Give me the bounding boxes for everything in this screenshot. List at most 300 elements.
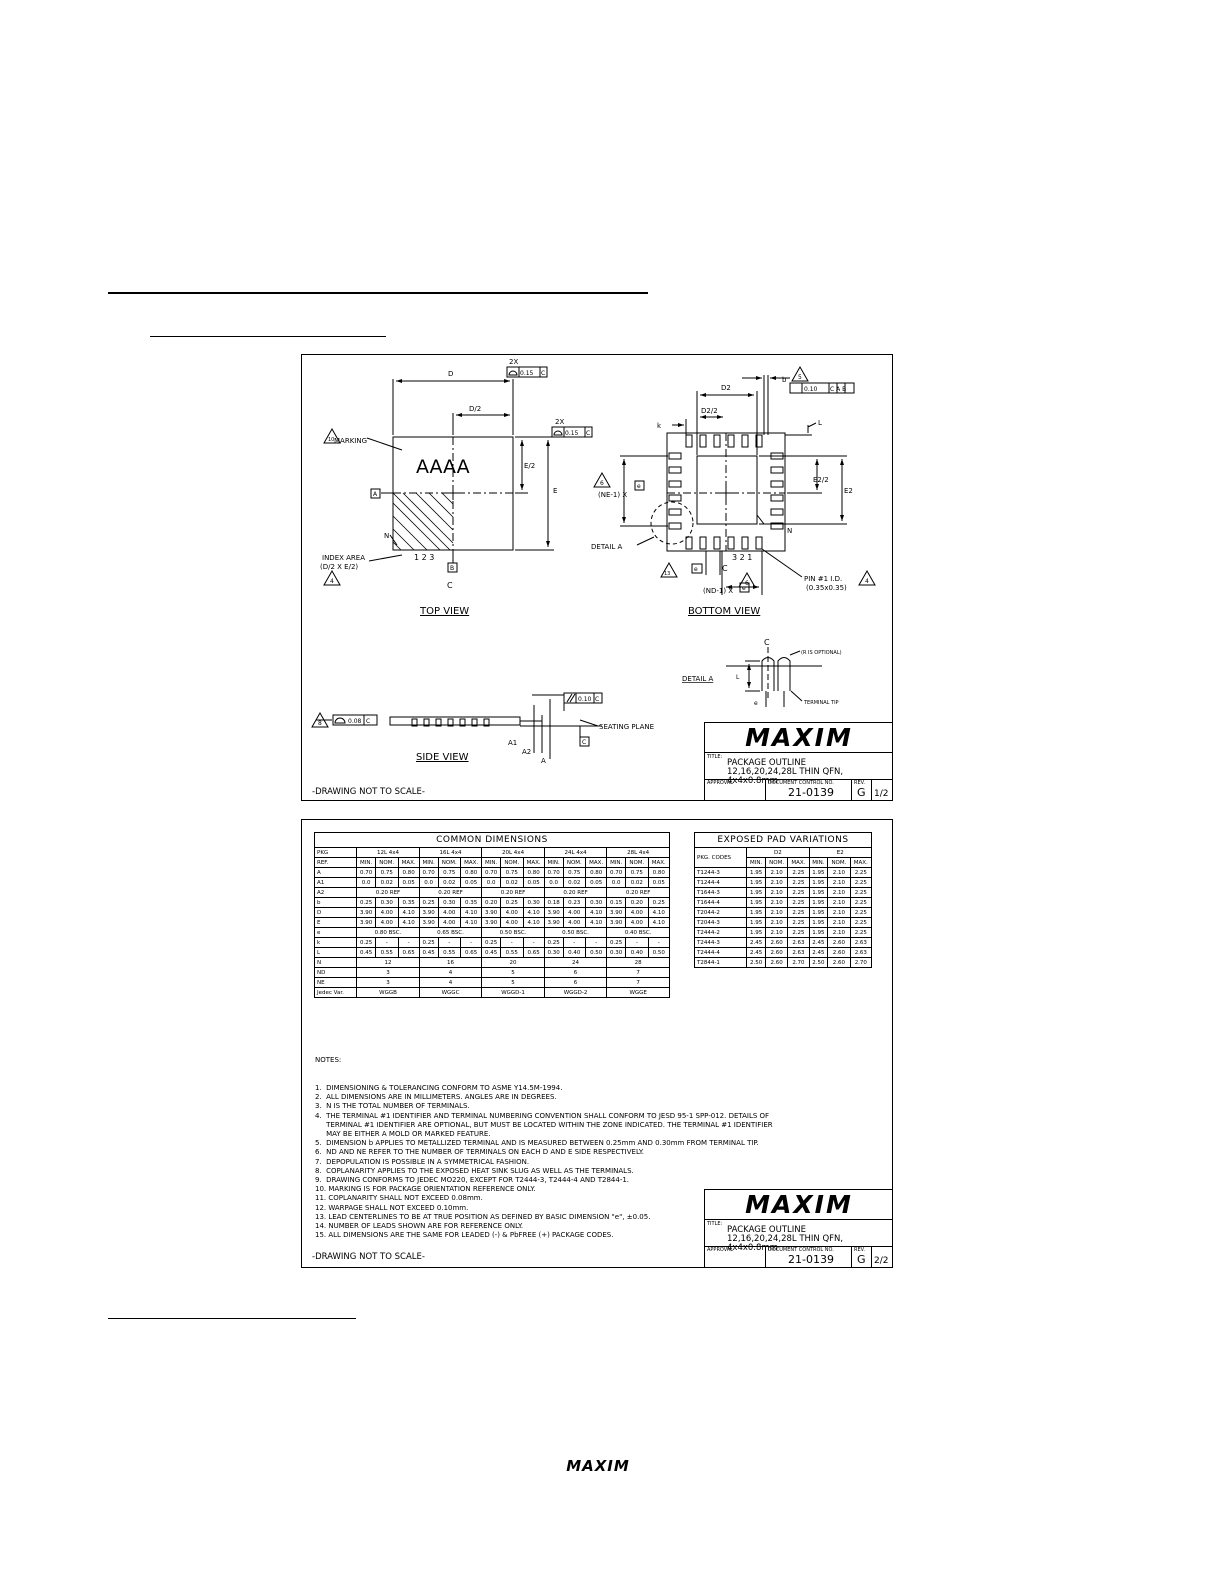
note-10-marker: 10 [328,437,335,443]
subhead-cell: MIN. [747,858,766,868]
value-cell: 0.65 [398,948,419,958]
note-line: 9. DRAWING CONFORMS TO JEDEC MO220, EXCEPT FOR T2444-3, T2444-4 AND T2844-1. [315,1176,630,1185]
package-outline-sheet-2 [301,819,893,1268]
value-cell: 0.30 [523,898,544,908]
value-cell: 4.00 [438,918,461,928]
pkg-code-cell: T2844-1 [695,958,747,968]
value-cell: 0.25 [482,938,501,948]
value-cell: 2.63 [788,948,809,958]
dim-e2-bottom: E2 [844,487,853,495]
detail-a-ref: DETAIL A [591,543,623,551]
subhead-cell: MAX. [461,858,482,868]
seating-plane: SEATING PLANE [599,723,655,731]
value-cell: - [586,938,607,948]
table-row [315,928,670,938]
pkg-code-cell: T2044-3 [695,918,747,928]
value-cell: 4.10 [586,908,607,918]
value-cell: 4.00 [438,908,461,918]
value-cell: 1.95 [747,868,766,878]
note-13-marker: 13 [664,571,671,577]
value-cell: 2.45 [809,948,828,958]
table-row [315,888,670,898]
rev-label-2: REV. [854,1247,865,1253]
value-cell: 2.60 [765,938,787,948]
footer-logo-text: MAXIM [566,1458,630,1474]
pin1-size: (0.35x0.35) [806,584,847,592]
value-cell: 3.90 [482,918,501,928]
rev-value-2: G [857,1253,866,1266]
value-cell: 0.80 [461,868,482,878]
value-cell: 0.25 [419,938,438,948]
value-cell: 4.00 [501,908,524,918]
logo-text: MAXIM [744,726,853,749]
value-cell: 2.10 [828,868,850,878]
value-cell: 2.25 [850,908,871,918]
ref-cell: A [315,868,357,878]
table-row [695,928,872,938]
approval-label-2: APPROVAL [707,1247,734,1253]
package-outline-sheet-1 [301,354,893,801]
value-cell: - [523,938,544,948]
ref-cell: A2 [315,888,357,898]
ref-cell: D [315,908,357,918]
value-cell: 4 [419,968,482,978]
value-cell: WGGD-1 [482,988,545,998]
value-cell: 0.75 [438,868,461,878]
value-cell: 6 [544,968,607,978]
value-cell: 4.10 [398,908,419,918]
tol-b-ref: C A B [830,386,847,393]
value-cell: 5 [482,978,545,988]
value-cell: 4.00 [375,908,398,918]
table-row [695,878,872,888]
value-cell: 0.75 [375,868,398,878]
dim-d: D [448,370,454,378]
value-cell: 2.10 [765,918,787,928]
value-cell: 2.70 [788,958,809,968]
note-4-marker: 4 [865,578,869,585]
centerline-bottom: C [722,564,728,573]
value-cell: 0.05 [461,878,482,888]
tol-ref-2: C [586,430,591,437]
value-cell: 3.90 [607,918,626,928]
value-cell: 0.20 REF [607,888,670,898]
package-header: 20L 4x4 [482,848,545,858]
value-cell: 3.90 [419,908,438,918]
value-cell: 0.45 [357,948,376,958]
subhead-cell: MAX. [523,858,544,868]
value-cell: 2.10 [828,888,850,898]
subhead-cell: MAX. [850,858,871,868]
value-cell: 0.20 [626,898,649,908]
package-header: 16L 4x4 [419,848,482,858]
tol-b-val: 0.10 [804,386,818,393]
doc-control-label-2: DOCUMENT CONTROL NO. [768,1247,834,1253]
datum-a: A [373,491,378,498]
value-cell: WGGD-2 [544,988,607,998]
value-cell: 3 [357,978,420,988]
value-cell: 2.25 [850,878,871,888]
note-5-marker: 5 [798,374,802,381]
value-cell: 4.00 [563,908,586,918]
dim-l: L [818,419,822,427]
value-cell: 0.02 [438,878,461,888]
value-cell: 0.18 [544,898,563,908]
pkg-code-cell: T2444-3 [695,938,747,948]
value-cell: 0.02 [501,878,524,888]
doc-control-number-2: 21-0139 [788,1253,834,1266]
value-cell: 0.23 [563,898,586,908]
note-line: 2. ALL DIMENSIONS ARE IN MILLIMETERS. ANGLES ARE IN DEGREES. [315,1093,557,1102]
value-cell: 2.25 [850,918,871,928]
value-cell: 2.45 [747,938,766,948]
dim-d2-bottom: D2 [721,384,731,392]
subhead-cell: NOM. [828,858,850,868]
note-6-marker: 6 [600,480,604,487]
note-line: 1. DIMENSIONING & TOLERANCING CONFORM TO ASME Y14.5M-1994. [315,1084,563,1093]
value-cell: 2.45 [747,948,766,958]
dim-e2-half: E2/2 [813,476,829,484]
subhead-cell: NOM. [375,858,398,868]
rev-value: G [857,786,866,799]
pkg-codes-label: PKG. CODES [695,848,747,868]
value-cell: WGGC [419,988,482,998]
pkg-code-cell: T2044-2 [695,908,747,918]
value-cell: 4.10 [461,918,482,928]
table-row [315,858,670,868]
value-cell: 4.10 [523,918,544,928]
ref-cell: N [315,958,357,968]
side-view-label: SIDE VIEW [416,752,469,763]
value-cell: 2.25 [788,888,809,898]
value-cell: 0.05 [648,878,669,888]
value-cell: 0.75 [501,868,524,878]
value-cell: 2.10 [765,898,787,908]
title-label: TITLE: [707,754,723,760]
value-cell: 0.80 [398,868,419,878]
note-line: 5. DIMENSION b APPLIES TO METALLIZED TERMINAL AND IS MEASURED BETWEEN 0.25mm AND 0.30mm FROM TERMINAL TIP. [315,1139,759,1148]
pkg-code-cell: T2444-4 [695,948,747,958]
package-header: 24L 4x4 [544,848,607,858]
dim-a: A [541,757,546,765]
value-cell: 3.90 [482,908,501,918]
bottom-view-label: BOTTOM VIEW [688,606,761,617]
value-cell: 2.60 [828,938,850,948]
footer-logo-graphic [558,1458,638,1474]
subhead-cell: MIN. [419,858,438,868]
title-line-2-2: 12,16,20,24,28L THIN QFN, 4x4x0.8mm [727,1234,844,1253]
value-cell: 0.50 [586,948,607,958]
doc-control-label: DOCUMENT CONTROL NO. [768,780,834,786]
table-row [315,968,670,978]
ref-cell: E [315,918,357,928]
centerline-top: C [447,581,453,590]
pkg-code-cell: T1244-3 [695,868,747,878]
pin-n-bottom: N [787,527,793,535]
index-area-label: INDEX AREA [322,554,365,562]
maxim-logo-graphic-2 [724,1194,874,1216]
not-to-scale-note-2: -DRAWING NOT TO SCALE- [312,1252,425,1262]
value-cell: 2.25 [788,928,809,938]
value-cell: 2.50 [747,958,766,968]
value-cell: 0.65 BSC. [419,928,482,938]
value-cell: 0.80 [523,868,544,878]
value-cell: 1.95 [747,918,766,928]
note-8-marker: 8 [318,720,322,727]
ref-cell: b [315,898,357,908]
package-header: 28L 4x4 [607,848,670,858]
value-cell: 2.63 [788,938,809,948]
ref-label: REF. [315,858,357,868]
value-cell: 0.05 [523,878,544,888]
value-cell: 2.10 [765,928,787,938]
pkg-code-cell: T1244-4 [695,878,747,888]
title-label-2: TITLE: [707,1221,723,1227]
terminal-tip: TERMINAL TIP [804,700,839,706]
marking-chars: AAAA [416,456,470,478]
value-cell: 1.95 [747,908,766,918]
datum-b: B [450,565,455,572]
value-cell: 2.60 [765,958,787,968]
value-cell: 0.55 [438,948,461,958]
pin-numbers-bottom: 3 2 1 [732,553,753,562]
subhead-cell: NOM. [563,858,586,868]
value-cell: 16 [419,958,482,968]
dim-b: b [782,376,787,384]
tol-ref-1: C [541,370,546,377]
value-cell: 7 [607,968,670,978]
table-row [315,918,670,928]
value-cell: 1.95 [809,878,828,888]
table-row [695,833,872,848]
subhead-cell: MIN. [544,858,563,868]
value-cell: 2.25 [788,868,809,878]
table-row [695,908,872,918]
note-line: MAY BE EITHER A MOLD OR MARKED FEATURE. [315,1130,491,1139]
value-cell: 4.10 [648,908,669,918]
notes-title: NOTES: [315,1056,342,1065]
exposed-pad [697,456,757,524]
value-cell: 0.50 [648,948,669,958]
value-cell: 2.63 [850,938,871,948]
subhead-cell: MAX. [648,858,669,868]
value-cell: 4.00 [563,918,586,928]
value-cell: 2.63 [850,948,871,958]
value-cell: 0.80 BSC. [357,928,420,938]
footer-rule [108,1318,356,1319]
title-block-2 [704,1189,892,1267]
note-line: 13. LEAD CENTERLINES TO BE AT TRUE POSITION AS DEFINED BY BASIC DIMENSION "e", ±0.05. [315,1212,651,1221]
value-cell: - [375,938,398,948]
exposed-title: EXPOSED PAD VARIATIONS [695,833,872,848]
common-dimensions-table [314,832,670,998]
value-cell: 4.00 [375,918,398,928]
value-cell: 0.50 BSC. [544,928,607,938]
value-cell: - [648,938,669,948]
value-cell: 0.25 [501,898,524,908]
value-cell: 0.0 [357,878,376,888]
value-cell: 0.05 [586,878,607,888]
table-row [315,878,670,888]
pin-numbers: 1 2 3 [414,553,435,562]
value-cell: 0.70 [482,868,501,878]
pkg-code-cell: T1644-3 [695,888,747,898]
value-cell: 3.90 [357,908,376,918]
ref-cell: ND [315,968,357,978]
value-cell: 3.90 [357,918,376,928]
value-cell: 0.25 [544,938,563,948]
value-cell: 2.25 [788,918,809,928]
pin1-id: PIN #1 I.D. [804,575,843,583]
value-cell: 2.25 [850,898,871,908]
value-cell: 0.30 [586,898,607,908]
title-line-1: PACKAGE OUTLINE [727,758,807,768]
ref-cell: NE [315,978,357,988]
value-cell: 6 [544,978,607,988]
ref-cell: k [315,938,357,948]
table-row [315,978,670,988]
table-row [695,868,872,878]
value-cell: - [438,938,461,948]
value-cell: 0.0 [419,878,438,888]
subsection-rule [150,336,386,337]
note-line: 4. THE TERMINAL #1 IDENTIFIER AND TERMINAL NUMBERING CONVENTION SHALL CONFORM TO JESD 95-1 SPP-012. DETAILS OF [315,1111,770,1120]
table-row [315,938,670,948]
subhead-cell: NOM. [501,858,524,868]
value-cell: 2.25 [850,868,871,878]
detail-cl: C [764,638,770,647]
r-optional: (R IS OPTIONAL) [801,650,842,656]
value-cell: 0.30 [438,898,461,908]
value-cell: WGGB [357,988,420,998]
ref-cell: A1 [315,878,357,888]
value-cell: 0.40 [626,948,649,958]
tol-val-2: 0.15 [565,430,579,437]
table-row [315,848,670,858]
subhead-cell: MIN. [809,858,828,868]
tol-flatness-ref: C [595,696,600,703]
table-row [695,948,872,958]
value-cell: 0.55 [501,948,524,958]
dim-d2-half: D2/2 [701,407,718,415]
table-row [315,988,670,998]
value-cell: 0.25 [607,938,626,948]
doc-control-number: 21-0139 [788,786,834,799]
dim-e: E [553,487,558,495]
index-area-sub: (D/2 X E/2) [320,563,359,571]
value-cell: 4.10 [586,918,607,928]
sheet-number-2: 2/2 [874,1256,889,1266]
table-row [695,958,872,968]
logo-text-2: MAXIM [744,1193,853,1216]
value-cell: 2.10 [828,928,850,938]
value-cell: 1.95 [747,928,766,938]
datum-c: C [582,739,587,746]
tol-val-1: 0.15 [520,370,534,377]
tol-coplanarity-ref: C [366,718,371,725]
title-line-1-2: PACKAGE OUTLINE [727,1225,807,1235]
pkg-code-cell: T2444-2 [695,928,747,938]
value-cell: 2.10 [765,878,787,888]
common-title: COMMON DIMENSIONS [315,833,670,848]
value-cell: 0.0 [544,878,563,888]
value-cell: - [563,938,586,948]
ref-cell: Jedec Var. [315,988,357,998]
value-cell: 1.95 [747,878,766,888]
value-cell: 0.80 [648,868,669,878]
value-cell: 5 [482,968,545,978]
value-cell: 2.60 [765,948,787,958]
value-cell: 2.10 [765,868,787,878]
dim-d2: D/2 [469,405,482,413]
note-6b-marker: 6 [745,580,749,587]
value-cell: 4 [419,978,482,988]
value-cell: 2.10 [828,908,850,918]
subhead-cell: MAX. [788,858,809,868]
title-line-2: 12,16,20,24,28L THIN QFN, 4x4x0.8mm [727,767,844,786]
value-cell: 0.65 [523,948,544,958]
value-cell: 1.95 [809,908,828,918]
value-cell: 2.10 [828,878,850,888]
value-cell: 2.25 [788,898,809,908]
value-cell: 0.15 [607,898,626,908]
subhead-cell: MIN. [357,858,376,868]
value-cell: 0.25 [648,898,669,908]
value-cell: 24 [544,958,607,968]
value-cell: 4.10 [398,918,419,928]
subhead-cell: MAX. [586,858,607,868]
exposed-pad-table [694,832,872,968]
note-line: 11. COPLANARITY SHALL NOT EXCEED 0.08mm. [315,1194,483,1203]
pin-n: N [384,532,390,540]
value-cell: 0.40 BSC. [607,928,670,938]
note-line: 15. ALL DIMENSIONS ARE THE SAME FOR LEADED (-) & PbFREE (+) PACKAGE CODES. [315,1231,614,1240]
value-cell: 1.95 [809,898,828,908]
table-row [315,958,670,968]
value-cell: - [626,938,649,948]
tol-2x-2: 2X [555,418,565,426]
section-rule [108,292,648,294]
value-cell: 0.75 [626,868,649,878]
value-cell: 2.60 [828,948,850,958]
value-cell: 2.70 [850,958,871,968]
value-cell: 1.95 [747,898,766,908]
value-cell: WGGE [607,988,670,998]
value-cell: 0.55 [375,948,398,958]
value-cell: 2.10 [765,908,787,918]
value-cell: 0.50 BSC. [482,928,545,938]
note-line: 8. COPLANARITY APPLIES TO THE EXPOSED HEAT SINK SLUG AS WELL AS THE TERMINALS. [315,1166,634,1175]
value-cell: 0.35 [461,898,482,908]
table-row [315,833,670,848]
value-cell: 4.00 [626,918,649,928]
value-cell: 0.20 REF [482,888,545,898]
detail-a-label: DETAIL A [682,675,714,683]
ne-label: (NE-1) X [598,491,628,499]
e-box-under: e [694,566,698,573]
value-cell: 0.05 [398,878,419,888]
value-cell: 0.30 [544,948,563,958]
top-view-label: TOP VIEW [420,606,470,617]
subhead-cell: NOM. [438,858,461,868]
maxim-logo-graphic [724,727,874,749]
value-cell: 4.00 [501,918,524,928]
value-cell: - [501,938,524,948]
note-4-marker-top: 4 [330,578,334,585]
value-cell: 0.30 [375,898,398,908]
value-cell: 0.20 [482,898,501,908]
note-line: 12. WARPAGE SHALL NOT EXCEED 0.10mm. [315,1203,469,1212]
